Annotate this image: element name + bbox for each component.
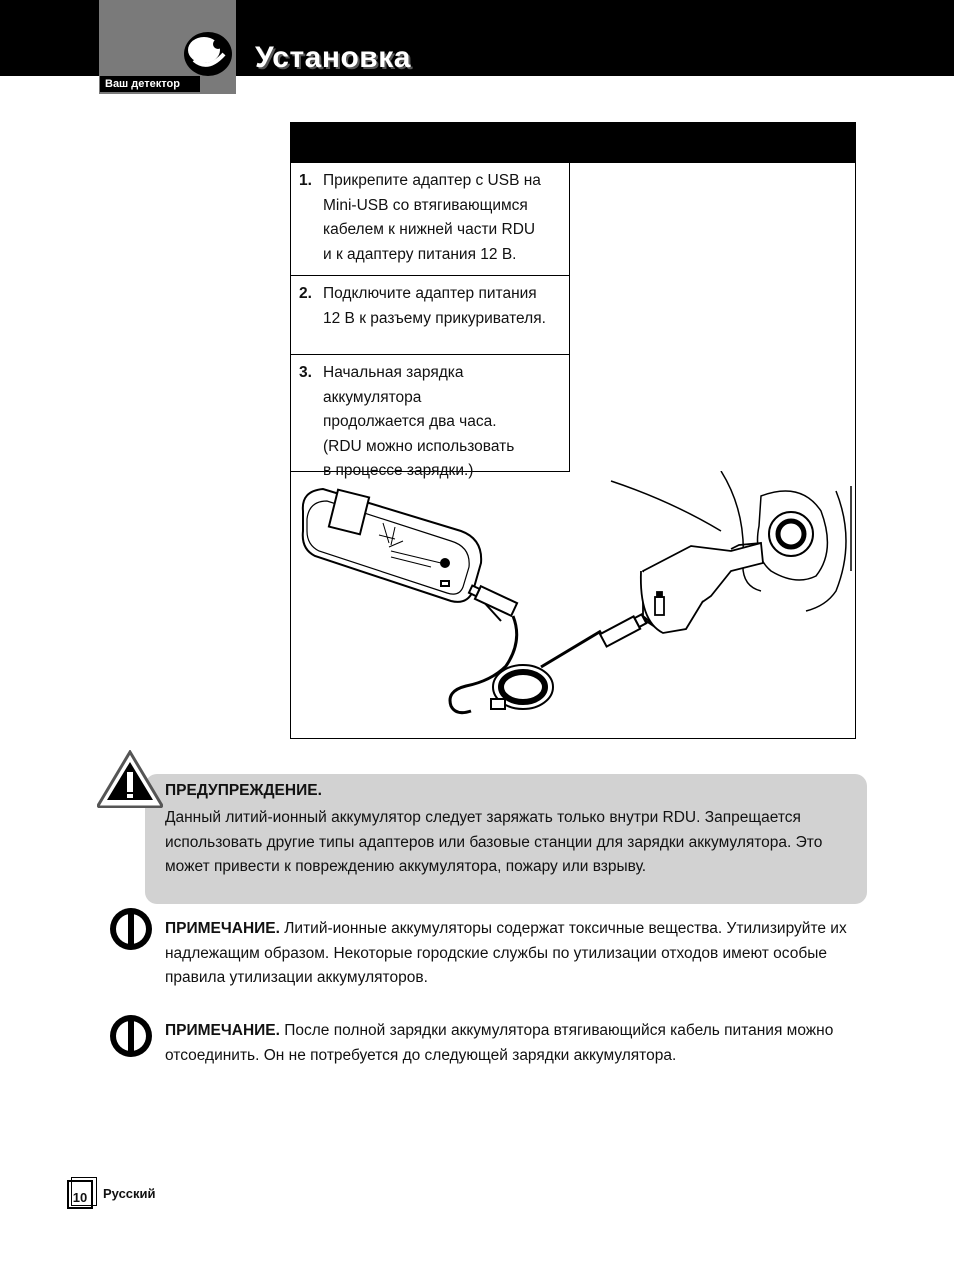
- page-number: 10: [67, 1180, 93, 1209]
- step-3: [291, 355, 570, 479]
- step-1: [291, 163, 570, 276]
- note-text: После полной зарядки аккумулятора втягивающийся кабель питания можно отсоединить. Он не потребуется до следующей зарядки аккумулятора.: [165, 1022, 834, 1064]
- rdu-device-icon: [303, 489, 481, 602]
- steps-table-header: [291, 123, 855, 163]
- language-label: Русский: [103, 1186, 156, 1201]
- note-label: ПРИМЕЧАНИЕ.: [165, 920, 280, 937]
- note-text: Литий-ионные аккумуляторы содержат токсичные вещества. Утилизируйте их надлежащим образом. Некоторые городские службы по утилизации отходов имеют особые правила утилизации аккумуляторов.: [165, 920, 847, 986]
- step-2: [291, 276, 570, 355]
- step-text: Начальная зарядка аккумулятора продолжается два часа. (RDU можно использовать в процессе зарядки.): [323, 364, 515, 479]
- step-number: 3.: [299, 364, 312, 381]
- step-text: Подключите адаптер питания 12 В к разъему прикуривателя.: [323, 285, 546, 327]
- warning-text: Данный литий-ионный аккумулятор следует заряжать только внутри RDU. Запрещается использовать другие типы адаптеров или базовые станции для зарядки аккумулятора. Это может привести к повреждению аккумулятора, пожару или взрыву.: [165, 809, 823, 875]
- step-number: 2.: [299, 285, 312, 302]
- warning-triangle-icon: [97, 750, 163, 808]
- retractable-cable-icon: [450, 583, 647, 713]
- power-adapter-icon: [641, 543, 763, 633]
- detector-icon: [180, 24, 236, 80]
- warning-title: ПРЕДУПРЕЖДЕНИЕ.: [165, 782, 322, 799]
- note-2: [165, 1019, 855, 1068]
- page-title: Установка: [255, 41, 411, 74]
- note-icon: [108, 1013, 154, 1059]
- section-label: Ваш детектор: [100, 76, 200, 92]
- note-icon: [108, 906, 154, 952]
- note-label: ПРИМЕЧАНИЕ.: [165, 1022, 280, 1039]
- lighter-socket-icon: [769, 512, 813, 556]
- step-number: 1.: [299, 172, 312, 189]
- charging-illustration: [291, 471, 855, 738]
- step-text: Прикрепите адаптер с USB на Mini-USB со втягивающимся кабелем к нижней части RDU и к адаптеру питания 12 В.: [323, 172, 541, 263]
- steps-table: [290, 122, 856, 739]
- note-1: [165, 917, 855, 991]
